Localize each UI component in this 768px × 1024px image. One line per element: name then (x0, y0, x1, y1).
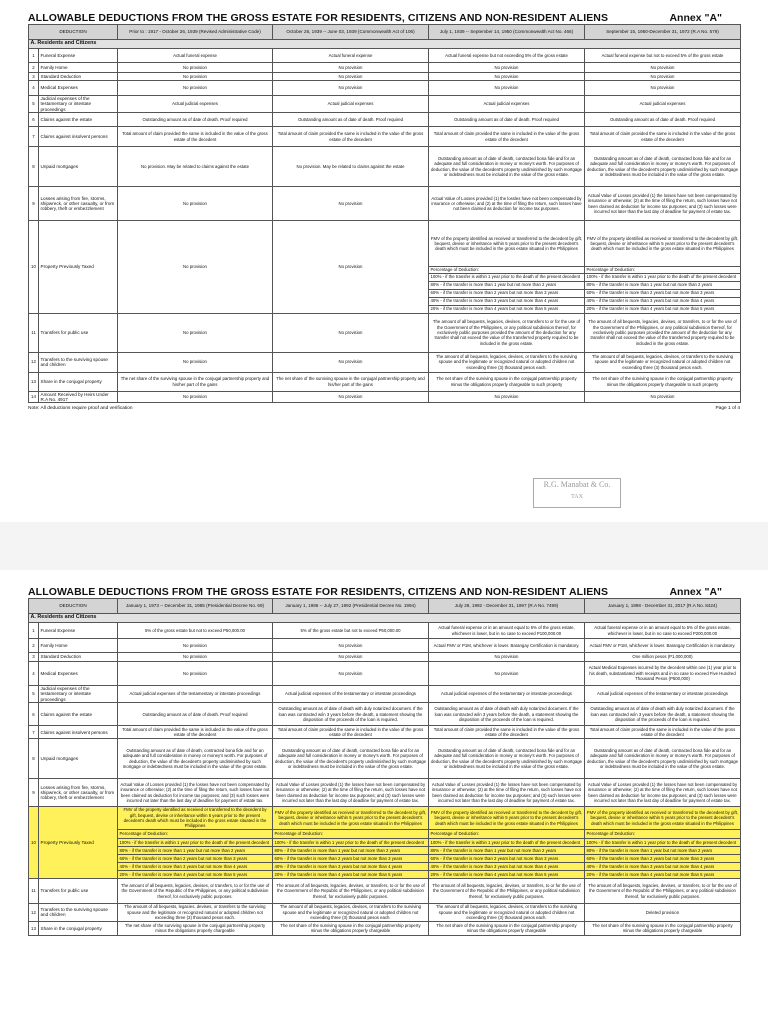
table-row (29, 127, 741, 147)
table-row (29, 862, 741, 870)
table-cell: No provision. May be related to claims against the estate (273, 147, 429, 187)
table-cell: Actual Value of Losses provided (1) the losses have not been compensated by insurance or otherwise; (2) at the time of filing the return, such losses have not been claimed as deduction for income tax purposes; and (3) such losses were incurred not later than the last day of deadline for payment of estate tax. (118, 779, 273, 807)
table-cell: The amount of all bequests, legacies, devises, or transfers, to or for the use of the Government of the Republic of the Philippines, or any political subdivision thereof, for exclusively public purposes. (429, 878, 585, 903)
table-row (29, 147, 741, 187)
column-header: DEDUCTION (29, 599, 118, 614)
ppt-line: 40% - if the transfer is more than 3 years but not more than 4 years (585, 862, 741, 870)
table-cell: The net share of the surviving spouse in the conjugal partnership property minus the obligations properly chargeable (118, 921, 273, 935)
row-number: 12 (29, 903, 39, 921)
ppt-line: 60% - if the transfer is more than 2 years but not more than 3 years (585, 854, 741, 862)
page-gap (0, 522, 768, 570)
column-header: January 1, 1973 -- December 31, 1985 (Presidential Decree No. 69) (118, 599, 273, 614)
ppt-line: 60% - if the transfer is more than 2 years but not more than 3 years (118, 854, 273, 862)
page-2 (28, 582, 740, 936)
table-cell: No provision (118, 81, 273, 96)
ppt-line: 20% - if the transfer is more than 4 years but not more than 5 years (273, 870, 429, 878)
table-row (29, 829, 741, 838)
table-cell: The net share of the surviving spouse in the conjugal partnership property minus the obligations properly chargeable (585, 921, 741, 935)
table-cell: Outstanding amount as of date of death, contracted bona fide and for an adequate and full consideration in money or money's worth. For purposes of deduction, the value of the decedent's property undiminished by such mortgage or indebtedness must be included in the value of the gross estate. (273, 739, 429, 779)
row-number: 3 (29, 73, 39, 81)
table-cell: Actual funeral expense (118, 49, 273, 63)
table-cell: No provision (118, 391, 273, 403)
page-1 (28, 8, 740, 411)
table-row (29, 686, 741, 703)
row-label: Amount Received by Heirs Under R.A No. 4917 (39, 391, 118, 403)
table-row (29, 726, 741, 739)
table-cell: Total amount of claim provided the same is included in the value of the gross estate of the decedent (585, 127, 741, 147)
table-cell: The amount of all bequests, legacies, devises, or transfers to the surviving spouse and the legitimate or recognized natural or adopted children not exceeding three (3) thousand pesos each. (429, 903, 585, 921)
table-cell: Total amount of claim provided the same is included in the value of the gross estate of the decedent (429, 127, 585, 147)
table-row (29, 352, 741, 372)
table-cell: Actual Medical Expenses incurred by the decedent within one (1) year prior to his death, substantiated with receipts and in no case to exceed Five Hundred Thousand Pesos (P500,000) (585, 662, 741, 686)
table-cell: No provision (118, 352, 273, 372)
table-cell: Actual Value of Losses provided (1) the lossles have not been compensated by insurance or otherwise; and (2) at the time of filing the return, such losses have not been claimed as deduction for income tax purposes. (429, 187, 585, 221)
table-cell: The amount of all bequests, legacies, devises, or transfers to the surviving spouse and the legitimate or recognized natural or adopted children not exceeding three (3) thousand pesos each. (273, 903, 429, 921)
table-cell: No provision (273, 81, 429, 96)
table-cell: No provision (273, 187, 429, 221)
row-label: Losses arising from fire, storms, shipwreck, or other casualty, or from robbery, theft or embezzlement (39, 187, 118, 221)
ppt-line: 40% - if the transfer is more than 3 years but not more than 4 years (118, 862, 273, 870)
table-row (29, 903, 741, 921)
column-header: September 15, 1950-December 31, 1972 (R.A No. 579) (585, 25, 741, 40)
row-number: 10 (29, 221, 39, 313)
table-cell: No provision (429, 81, 585, 96)
stamp-firm-name: R.G. Manabat & Co. (543, 480, 611, 489)
table-cell: Outstanding amount as of date of death with duly notarized document. If the loan was contracted w/in 3 years before the death, a statement showing the disposition of the proceeds of the loan is required. (585, 703, 741, 726)
stamp-dept: TAX (571, 494, 583, 500)
table-row (29, 73, 741, 81)
table-body (29, 614, 741, 936)
row-number: 5 (29, 686, 39, 703)
table-row (29, 372, 741, 391)
table-cell: Total amount of claim provided the same is included in the value of the gross estate of the decedent (585, 726, 741, 739)
table-cell: Actual judicial expenses of the testamentary or intestate proceedings (273, 686, 429, 703)
row-number: 13 (29, 921, 39, 935)
ppt-line: 60% - if the transfer is more than 2 years but not more than 3 years (585, 289, 741, 297)
table-cell: Outstanding amount as of date of death with duly notarized document. If the loan was contracted w/in 3 years before the death, a statement showing the disposition of the proceeds of the loan is required. (273, 703, 429, 726)
ppt-heading: Percentage of Deduction: (118, 829, 273, 838)
column-header: DEDUCTION (29, 25, 118, 40)
table-cell: Actual judicial expenses of the testamentary or intestate proceedings (585, 686, 741, 703)
row-number: 8 (29, 147, 39, 187)
table-cell: 5% of the gross estate but not to exceed P50,000.00 (118, 623, 273, 639)
row-number: 9 (29, 779, 39, 807)
ppt-intro: FMV of the property identified as received or transferred to the decedent by gift, bequest, devise or inheritance within 5 years prior to the present decedent's death which must be included in the gross estate situated in the Philippines (429, 807, 585, 830)
row-label: Funeral Expense (39, 623, 118, 639)
table-row (29, 653, 741, 662)
ppt-line: 80% - if the transfer is more than 1 year but not more than 2 years (429, 281, 585, 289)
column-header: January 1, 1998 - December 31, 2017 (R.A No. 8424) (585, 599, 741, 614)
ppt-line: 40% - if the transfer is more than 3 years but not more than 4 years (429, 862, 585, 870)
table-header-row (29, 25, 741, 40)
table-cell: The amount of all bequests, legacies, devises, or transfers to the surviving spouse and the legitimate or recognized natural or adopted children not exceeding three (3) thousand pesos each. (585, 352, 741, 372)
table-cell: No provision (585, 73, 741, 81)
ppt-line: 80% - if the transfer is more than 1 year but not more than 2 years (118, 846, 273, 854)
row-number: 10 (29, 807, 39, 879)
annex-label: Annex "A" (669, 12, 722, 24)
table-row (29, 81, 741, 96)
row-label: Judicial expenses of the testamentary or intestate proceedings (39, 686, 118, 703)
ppt-heading: Percentage of Deduction: (429, 267, 585, 273)
ppt-line: 20% - if the transfer is more than 4 years but not more than 5 years (429, 305, 585, 313)
ppt-line: 100% - if the transfer is within 1 year prior to the death of the present decedent (585, 273, 741, 281)
table-row (29, 703, 741, 726)
ppt-line: 100% - if the transfer is within 1 year prior to the death of the present decedent (429, 273, 585, 281)
ppt-line: 40% - if the transfer is more than 3 years but not more than 4 years (585, 297, 741, 305)
row-label: Medical Expenses (39, 662, 118, 686)
row-number: 2 (29, 63, 39, 73)
table-cell: Outstanding amount as of date of death, contracted bona fide and for an adequate and full consideration in money or money's worth. For purposes of deduction, the value of the decedent's property undiminished by such mortgage or indebtedness must be included in the value of the gross estate. (429, 739, 585, 779)
table-cell: Actual funeral expense (273, 49, 429, 63)
row-label: Claims against the estate (39, 703, 118, 726)
row-label: Claims against insolvent persons (39, 726, 118, 739)
table-cell: No provision (273, 313, 429, 352)
table-row (29, 739, 741, 779)
column-header: July 1, 1939 -- September 14, 1950 (Commonwealth Act No. 466) (429, 25, 585, 40)
table-cell: No provision (118, 73, 273, 81)
table-cell: Actual judicial expenses (273, 96, 429, 113)
table-cell: No provision (273, 221, 429, 313)
deductions-table-1 (28, 24, 741, 403)
row-label: Property Previously Taxed (39, 807, 118, 879)
firm-stamp (533, 478, 621, 508)
ppt-line: 40% - if the transfer is more than 3 years but not more than 4 years (273, 862, 429, 870)
column-header: October 26, 1939 -- June 03, 1939 (Commonwealth Act of 106) (273, 25, 429, 40)
table-cell: No provision (273, 391, 429, 403)
row-number: 5 (29, 96, 39, 113)
table-cell: No provision (585, 63, 741, 73)
table-cell: Outstanding amount as of date of death, contracted bona fide and for an adequate and full consideration in money or money's worth. For purposes of deduction, the value of the decedent's property undiminished by such mortgage or indebtedness must be included in the value of the gross estate. (118, 739, 273, 779)
table-header-row (29, 599, 741, 614)
row-number: 4 (29, 662, 39, 686)
table-cell: Actual funeral expense but not to exceed 5% of the gross estate (585, 49, 741, 63)
table-cell: Actual judicial expenses (118, 96, 273, 113)
ppt-intro: FMV of the property identified as received or transferred to the decedent by gift, bequest, devise or inheritance within 5 years prior to the present decedent's death which must be included in the gross estate situated in the Philippines (429, 221, 585, 267)
table-cell: The amount of all bequests, legacies, devises, or transfers, to or for the use of the Government of the Republic of the Philippines, or any political subdivision thereof, for exclusively public purposes. (273, 878, 429, 903)
table-cell: The net share of the surviving spouse in the conjugal partnership property minus the obligations properly chargeable (429, 921, 585, 935)
table-cell: Outstanding amount as of date of death. Proof required (118, 113, 273, 127)
table-cell: The net share of the surviving spouse in the conjugal partnership property minus the obligations properly chargeable to such property (585, 372, 741, 391)
table-cell: No provision (273, 662, 429, 686)
row-label: Standard Deduction (39, 73, 118, 81)
row-label: Family Home (39, 639, 118, 653)
table-cell: The net share of the surviving spouse in the conjugal partnership property and his/her part of the gains (273, 372, 429, 391)
table-cell: Outstanding amount as of date of death. Proof required (118, 703, 273, 726)
table-cell: Actual FMV or P1M, whichever is lower. Barangay Certification is mandatory. (429, 639, 585, 653)
ppt-line: 100% - if the transfer is within 1 year prior to the death of the present decedent (273, 838, 429, 846)
table-cell: No provision (273, 63, 429, 73)
table-cell: Total amount of claim provided the same is included in the value of the gross estate of the decedent (118, 726, 273, 739)
table-cell: The amount of all bequests, legacies, devises, or transfers, to or for the use of the Government of the Philippines, or any political subdivision thereof, for exclusively public purposes provided the amount of the deduction for any transfer shall not exceed the value of the transferred property required to be included in the gross estate. (585, 313, 741, 352)
page-title: ALLOWABLE DEDUCTIONS FROM THE GROSS ESTATE FOR RESIDENTS, CITIZENS AND NON-RESIDENT ALIENS (28, 12, 609, 24)
table-cell: No provision (585, 391, 741, 403)
table-row (29, 96, 741, 113)
table-cell: Outstanding amount as of date of death, contracted bona fide and for an adequate and full consideration in money or money's worth. For purposes of deduction, the value of the decedent's property undiminished by such mortgage or indebtedness must be included in the value of the gross estate. (429, 147, 585, 187)
table-cell: The amount of all bequests, legacies, devises, or transfers to the surviving spouse and the legitimate or recognized natural or adopted children not exceeding three (3) thousand pesos each. (429, 352, 585, 372)
row-label: Unpaid mortgages (39, 147, 118, 187)
ppt-line: 100% - if the transfer is within 1 year prior to the death of the present decedent (429, 838, 585, 846)
page-2-title-row (28, 582, 740, 598)
ppt-line: 60% - if the transfer is more than 2 years but not more than 3 years (429, 854, 585, 862)
section-title: A. Residents and Citizens (29, 614, 741, 623)
table-cell: Total amount of claim provided the same is included in the value of the gross estate of the decedent (118, 127, 273, 147)
table-cell: Actual FMV or P1M, whichever is lower. Barangay Certification is mandatory. (585, 639, 741, 653)
table-cell: No provision (118, 221, 273, 313)
ppt-line: 100% - if the transfer is within 1 year prior to the death of the present decedent (585, 838, 741, 846)
row-number: 14 (29, 391, 39, 403)
row-number: 8 (29, 739, 39, 779)
row-label: Judicial expenses of the testamentary or intestate proceedings (39, 96, 118, 113)
annex-label: Annex "A" (669, 586, 722, 598)
table-row (29, 870, 741, 878)
table-cell: Actual Value of Losses provided (1) the losses have not been compensated by insurance or otherwise; (2) at the time of filing the return, such losses have not been claimed as deduction for income tax purposes; and (3) such losses were incurred not later than the last day of deadline for payment of estate tax. (585, 779, 741, 807)
ppt-intro: FMV of the property identified as received or transferred to the decedent by gift, bequest, devise or inheritance within 5 years prior to the present decedent's death which must be included in the gross estate situated in the Philippines (273, 807, 429, 830)
ppt-line: 100% - if the transfer is within 1 year prior to the death of the present decedent (118, 838, 273, 846)
table-row (29, 221, 741, 267)
ppt-intro: FMV of the property identified as received or transferred to the decedent by gift, bequest, devise or inheritance within 5 years prior to the present decedent's death which must be included in the gross estate situated in the Philippines (585, 221, 741, 267)
row-number: 6 (29, 703, 39, 726)
section-row (29, 614, 741, 623)
row-number: 11 (29, 313, 39, 352)
column-header: July 28, 1992 - December 31, 1997 (R.A No. 7499) (429, 599, 585, 614)
table-cell: Actual funeral expense or in an amount equal to 5% of the gross estate, whichever is lower, but in no case to exceed P200,000.00 (585, 623, 741, 639)
table-cell: Actual Value of Losses provided (1) the losses have not been compensated by insurance or otherwise; (2) at the time of filing the return, such losses have not been claimed as deduction for income tax purposes; and (3) such losses were incurred not later than the last day of deadline for payment of estate tax. (429, 779, 585, 807)
table-cell: Actual judicial expenses of the testamentary or intestate proceedings (118, 686, 273, 703)
ppt-line: 20% - if the transfer is more than 4 years but not more than 5 years (585, 870, 741, 878)
table-cell: No provision (429, 73, 585, 81)
table-cell: No provision (118, 313, 273, 352)
table-row (29, 63, 741, 73)
table-cell: The net share of the surviving spouse in the conjugal partnership property and his/her part of the gains (118, 372, 273, 391)
ppt-line: 20% - if the transfer is more than 4 years but not more than 5 years (429, 870, 585, 878)
ppt-line: 40% - if the transfer is more than 3 years but not more than 4 years (429, 297, 585, 305)
table-cell: Outstanding amount as of date of death. Proof required (585, 113, 741, 127)
table-row (29, 639, 741, 653)
table-cell: Total amount of claim provided the same is included in the value of the gross estate of the decedent (429, 726, 585, 739)
row-number: 3 (29, 653, 39, 662)
footnote: Note: All deductions require proof and verification (28, 406, 133, 412)
table-cell: No provision (118, 639, 273, 653)
row-label: Property Previously Taxed (39, 221, 118, 313)
row-number: 1 (29, 49, 39, 63)
table-cell: Actual judicial expenses (585, 96, 741, 113)
table-row (29, 779, 741, 807)
table-row (29, 807, 741, 830)
table-cell: Total amount of claim provided the same is included in the value of the gross estate of the decedent (273, 127, 429, 147)
row-number: 7 (29, 127, 39, 147)
page-footer (28, 406, 740, 411)
table-cell: Outstanding amount as of date of death with duly notarized document. If the loan was contracted w/in 3 years before the death, a statement showing the disposition of the proceeds of the loan is required. (429, 703, 585, 726)
column-header: January 1, 1986 -- July 27, 1992 (Presidential Decree No. 1994) (273, 599, 429, 614)
ppt-line: 80% - if the transfer is more than 1 year but not more than 2 years (429, 846, 585, 854)
column-header: Prior to : 1917 - October 26, 1939 (Revised Administrative Code) (118, 25, 273, 40)
row-label: Share in the conjugal property (39, 921, 118, 935)
row-label: Transfers to the surviving spouse and children (39, 903, 118, 921)
table-row (29, 846, 741, 854)
row-number: 1 (29, 623, 39, 639)
page-1-title-row (28, 8, 740, 24)
row-label: Losses arising from fire, storms, shipwreck, or other casualty, or from robbery, theft or embezzlement (39, 779, 118, 807)
row-label: Family Home (39, 63, 118, 73)
table-cell: Actual Value of Losses provided (1) the losses have not been compensated by insurance or otherwise; (2) at the time of filing the return, such losses have not been claimed as deduction for income tax purposes; and (3) such losses were incurred not later than the last day of deadline for payment of estate tax. (273, 779, 429, 807)
page-title: ALLOWABLE DEDUCTIONS FROM THE GROSS ESTATE FOR RESIDENTS, CITIZENS AND NON-RESIDENT ALIENS (28, 586, 609, 598)
page-number: Page 1 of 4 (715, 406, 740, 412)
row-number: 11 (29, 878, 39, 903)
table-cell: Actual funeral expense but not exceeding 5% of the gross estate (429, 49, 585, 63)
ppt-line: 80% - if the transfer is more than 1 year but not more than 2 years (273, 846, 429, 854)
table-cell: Deleted provision (585, 903, 741, 921)
ppt-heading: Percentage of Deduction: (273, 829, 429, 838)
table-row (29, 838, 741, 846)
table-cell: No provision (273, 73, 429, 81)
table-cell: The net share of the surviving spouse in the conjugal partnership property minus the obligations properly chargeable to such property (429, 372, 585, 391)
ppt-line: 60% - if the transfer is more than 2 years but not more than 3 years (273, 854, 429, 862)
table-cell: The amount of all bequests, legacies, devises, or transfers, to or for the use of the Government of the Republic of the Philippines, or any political subdivision thereof, for exclusively public purposes. (585, 878, 741, 903)
table-row (29, 662, 741, 686)
ppt-line: 20% - if the transfer is more than 4 years but not more than 5 years (585, 305, 741, 313)
table-cell: No provision (585, 81, 741, 96)
table-cell: No provision (429, 662, 585, 686)
section-title: A. Residents and Citizens (29, 40, 741, 49)
table-row (29, 854, 741, 862)
row-number: 12 (29, 352, 39, 372)
table-cell: Actual judicial expenses (429, 96, 585, 113)
table-body (29, 40, 741, 403)
table-cell: Outstanding amount as of date of death. Proof required (429, 113, 585, 127)
row-number: 2 (29, 639, 39, 653)
table-cell: Outstanding amount as of date of death, contracted bona fide and for an adequate and full consideration in money or money's worth. For purposes of deduction, the value of the decedent's property undiminished by such mortgage or indebtedness must be included in the value of the gross estate. (585, 739, 741, 779)
table-cell: Actual funeral expense or in an amount equal to 5% of the gross estate, whichever is lower, but in no case to exceed P100,000.00 (429, 623, 585, 639)
table-cell: No provision (273, 639, 429, 653)
row-number: 4 (29, 81, 39, 96)
table-cell: The amount of all bequests, legacies, devises, or transfers to the surviving spouse and the legitimate or recognized natural or adopted children not exceeding three (3) thousand pesos each. (118, 903, 273, 921)
row-label: Medical Expenses (39, 81, 118, 96)
row-label: Transfers for public use (39, 313, 118, 352)
ppt-line: 80% - if the transfer is more than 1 year but not more than 2 years (585, 281, 741, 289)
ppt-heading: Percentage of Deduction: (429, 829, 585, 838)
ppt-intro: FMV of the property identified as received or transferred to the decedent by gift, bequest, devise or inheritance within 5 years prior to the present decedent's death which must be included in the gross estate situated in the Philippines (585, 807, 741, 830)
row-label: Claims against the estate (39, 113, 118, 127)
ppt-intro: FMV of the property identified as received or transferred to the decedent by gift, bequest, devise or inheritance within 5 years prior to the present decedent's death which must be included in the gross estate situated in the Philippines (118, 807, 273, 830)
table-cell: No provision (118, 63, 273, 73)
row-label: Transfers to the surviving spouse and children (39, 352, 118, 372)
table-cell: Actual Value of Losses provided (1) the losses have not been compensated by insurance or otherwise; (2) at the time of filing the return, such losses have not been claimed as deduction for income tax purposes; and (3) such losses were incurred not later than the last day of deadline for payment of estate tax. (585, 187, 741, 221)
table-row (29, 313, 741, 352)
row-label: Unpaid mortgages (39, 739, 118, 779)
table-cell: No provision (429, 63, 585, 73)
table-cell: No provision (118, 653, 273, 662)
table-row (29, 49, 741, 63)
row-number: 9 (29, 187, 39, 221)
table-row (29, 113, 741, 127)
table-cell: No provision (429, 391, 585, 403)
table-cell: The net share of the surviving spouse in the conjugal partnership property minus the obligations properly chargeable (273, 921, 429, 935)
table-cell: No provision. May be related to claims against the estate (118, 147, 273, 187)
table-cell: Total amount of claim provided the same is included in the value of the gross estate of the decedent (273, 726, 429, 739)
table-cell: Actual judicial expenses of the testamentary or intestate proceedings (429, 686, 585, 703)
table-cell: Outstanding amount as of date of death. Proof required (273, 113, 429, 127)
table-row (29, 391, 741, 403)
row-number: 7 (29, 726, 39, 739)
ppt-line: 60% - if the transfer is more than 2 years but not more than 3 years (429, 289, 585, 297)
section-row (29, 40, 741, 49)
table-cell: No provision (429, 653, 585, 662)
ppt-heading: Percentage of Deduction: (585, 267, 741, 273)
table-cell: No provision (273, 352, 429, 372)
table-cell: The amount of all bequests, legacies, devises, or transfers to or for the use of the Government of the Philippines, or any political subdivision thereof, for exclusively public purposes provided the amount of the deduction for any transfer shall not exceed the value of the transferred property required to be included in the gross estate. (429, 313, 585, 352)
row-number: 6 (29, 113, 39, 127)
table-row (29, 921, 741, 935)
row-label: Standard Deduction (39, 653, 118, 662)
table-cell: No provision (273, 653, 429, 662)
row-label: Transfers for public use (39, 878, 118, 903)
ppt-line: 20% - if the transfer is more than 4 years but not more than 5 years (118, 870, 273, 878)
table-cell: 5% of the gross estate but not to exceed P50,000.00 (273, 623, 429, 639)
table-cell: No provision (118, 662, 273, 686)
table-cell: The amount of all bequests, legacies, devises, or transfers, to or for the use of the Government of the Republic of the Philippines, or any political subdivision thereof, for exclusively public purposes. (118, 878, 273, 903)
ppt-line: 80% - if the transfer is more than 1 year but not more than 2 years (585, 846, 741, 854)
table-row (29, 878, 741, 903)
table-row (29, 623, 741, 639)
row-label: Claims against insolvent persons (39, 127, 118, 147)
row-label: Share in the conjugal property (39, 372, 118, 391)
table-cell: Outstanding amount as of date of death, contracted bona fide and for an adequate and full consideration in money or money's worth. For purposes of deduction, the value of the decedent's property undiminished by such mortgage or indebtedness must be included in the value of the gross estate. (585, 147, 741, 187)
table-cell: One million pesos (P1,000,000) (585, 653, 741, 662)
ppt-heading: Percentage of Deduction: (585, 829, 741, 838)
row-label: Funeral Expense (39, 49, 118, 63)
table-cell: No provision (118, 187, 273, 221)
row-number: 13 (29, 372, 39, 391)
table-row (29, 187, 741, 221)
deductions-table-2 (28, 598, 741, 936)
